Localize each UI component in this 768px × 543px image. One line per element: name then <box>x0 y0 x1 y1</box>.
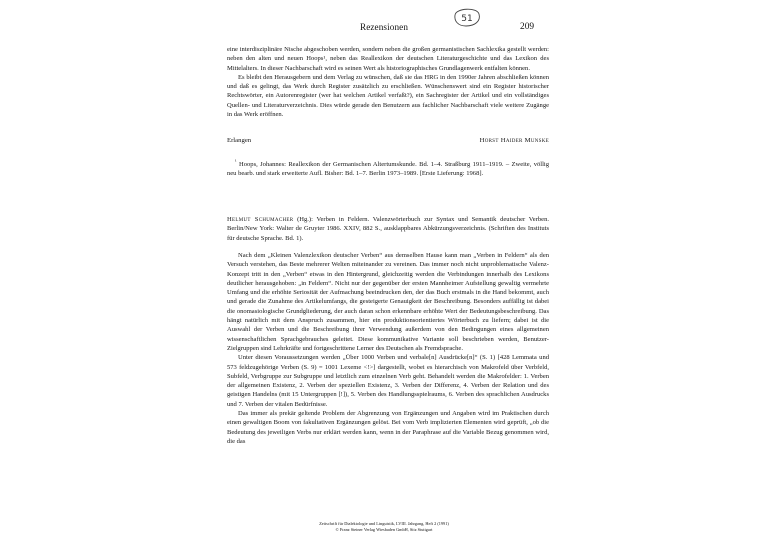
footnote <box>227 158 549 179</box>
review-paragraph-2: Unter diesen Voraussetzungen werden „Über 1000 Verben und verbale[n] Ausdrücke[n]“ (S. 1) [428 Lemmata und 573 feldzugehörige Verben (S. 9) = 1001 Lexeme <!>] dargestellt, wobei es hierarchisch von Makrofeld über Verbfeld, Subfeld, Verbgruppe zur Subgruppe und letztlich zum einzelnen Verb geht. Behandelt werden die Makrofelder: 1. Verben der allgemeinen Existenz, 2. Verben der speziellen Existenz, 3. Verben der Differenz, 4. Verben der Relation und des geistigen Handelns (mit 15 Untergruppen [!]), 5. Verben des Handlungsspielraums, 6. Verben des sprachlichen Ausdrucks und 7. Verben der vitalen Bedürfnisse. <box>227 354 549 408</box>
review-body <box>227 251 549 446</box>
library-stamp <box>451 6 483 28</box>
page-footer <box>0 521 768 533</box>
previous-review-paragraph: eine interdisziplinäre Nische abgeschoben werden, sondern neben die großen germanistischen Sachlexika gestellt werden: neben den alten und neuen Hoops¹, neben das Reallexikon der deutschen Literaturgeschichte und das Lexikon des Mittelalters. In dieser Nachbarschaft wird es seinen Wert als historiographisches Grundlagenwerk entfalten können. <box>227 46 549 72</box>
footnote-marker: ¹ <box>235 159 237 165</box>
review-paragraph-1: Nach dem „Kleinen Valenzlexikon deutscher Verben“ aus demselben Hause kann man „Verben in Feldern“ als den Versuch verstehen, das Beste mehrerer Welten miteinander zu vereinen. Das immer noch nicht unproblematische Valenz-Konzept tritt in den „Verben“ etwas in den Hintergrund, gleichzeitig werden die Verbindungen innerhalb des Lexikons deutlicher herausgehoben: „in Feldern“. Nicht nur der gegenüber der ersten Mannheimer Aufstellung gewaltig vermehrte Umfang und die erhöhte Seriosität der Aufmachung beeindrucken den, der das Buch erstmals in die Hand bekommt, auch und gerade die Zunahme des Artikelumfangs, die gesteigerte Genauigkeit der Beschreibung. Besonders auffällig ist dabei die onomasiologische Grundgliederung, der auch daran schon erkennbare erhöhte Wert der Bedeutungsbeschreibung. Das hängt natürlich mit dem Anspruch zusammen, hier ein produktionsorientiertes Wörterbuch zu liefern; dabei ist die Auswahl der Verben und die Beschreibung ihrer Verwendung außerdem von den Bedingungen eines allgemeinen wissenschaftlichen Sprachgebrauches geleitet. Diese kommunikative Variante soll beschrieben werden, Benutzer-Zielgruppen sind Lehrkräfte und fortgeschrittene Lerner des Deutschen als Fremdsprache. <box>227 252 549 352</box>
citation-author: Helmut Schumacher <box>227 216 294 223</box>
citation-details: (Hg.): Verben in Feldern. Valenzwörterbuch zur Syntax und Semantik deutscher Verben. Berlin/New York: Walter de Gruyter 1986. XXIV, 882 S., ausklappbares Abkürzungsverzeichnis. (Schriften des Instituts für deutsche Sprache. Bd. 1). <box>227 216 549 242</box>
signature-place: Erlangen <box>227 137 252 144</box>
running-header-title: Rezensionen <box>359 22 409 32</box>
review-citation <box>227 215 549 243</box>
page-number: 209 <box>520 22 535 32</box>
previous-review-closing-paragraph: Es bleibt den Herausgebern und dem Verlag zu wünschen, daß sie das HRG in den 1990er Jahren abschließen können und daß es gelingt, das Werk durch Register zusätzlich zu erschließen. Wünschenswert sind ein Register historischer Rechtswörter, ein Autorenregister (wer hat welchen Artikel verfaßt?), ein Sachregister der Artikel und ein vollständiges Quellen- und Literaturverzeichnis. Dies würde gerade den Benutzern aus fachlicher Nachbarschaft viele weitere Zugänge in das Werk eröffnen. <box>227 73 549 119</box>
signature-reviewer: Horst Haider Munske <box>479 137 549 144</box>
footer-journal: Zeitschrift für Dialektologie und Linguistik, LVIII. Jahrgang, Heft 2 (1991) <box>319 521 449 526</box>
footnote-text: Hoops, Johannes: Reallexikon der Germanischen Altertumskunde. Bd. 1–4. Straßburg 1911–1919. – Zweite, völlig neu bearb. und stark erweiterte Aufl. Bisher: Bd. 1–7. Berlin 1973–1989. [Erste Lieferung: 1968]. <box>227 161 549 178</box>
review-signature <box>227 137 549 144</box>
review-paragraph-3: Das immer als prekär geltende Problem der Abgrenzung von Ergänzungen und Angaben wird im Praktischen durch einen gewaltigen Boom von fakultativen Ergänzungen gelöst. Bei vom Verb implizierten Elementen wird geprüft, „ob die Bedeutung des jeweiligen Verbs nur erklärt werden kann, wenn in der Paraphrase auf die Variable Bezug genommen wird, die das <box>227 410 549 445</box>
stamp-number: 51 <box>461 14 473 24</box>
footer-copyright: © Franz Steiner Verlag Wiesbaden GmbH, Sitz Stuttgart <box>335 527 433 532</box>
stamp-icon <box>451 6 483 28</box>
previous-review-ending <box>227 45 549 119</box>
